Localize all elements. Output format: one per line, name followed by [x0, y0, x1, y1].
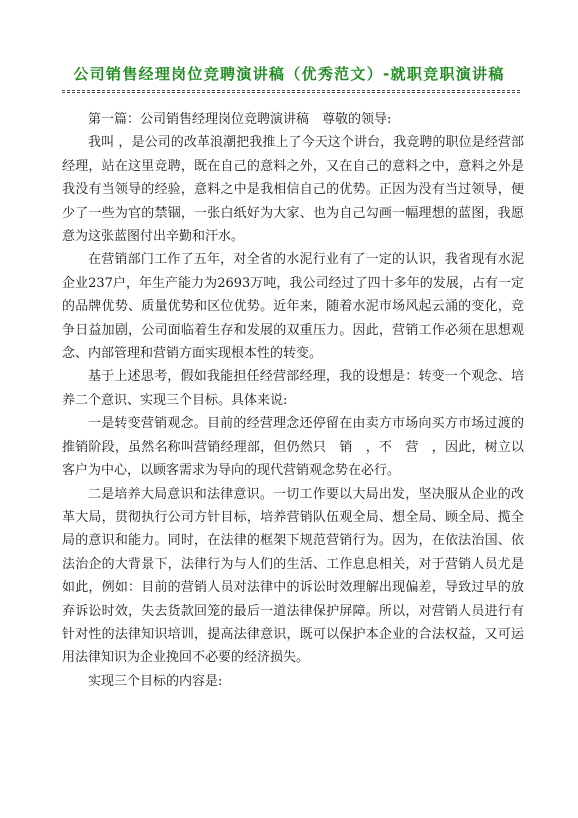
- title-divider-lower: [62, 92, 520, 93]
- title-divider: [62, 90, 520, 91]
- paragraph: 我叫 ，是公司的改革浪潮把我推上了今天这个讲台，我竞聘的职位是经营部经理，站在这里竞聘，既在自己的意料之外，又在自己的意料之中，意料之外是我没有当领导的经验，意料之中是我相信自己的优势。正因为没有当过领导，便少了一些为官的禁锢，一张白纸好为大家、也为自己勾画一幅理想的蓝图，我愿意为这张蓝图付出辛勤和汗水。: [62, 135, 524, 245]
- document-title: 公司销售经理岗位竞聘演讲稿（优秀范文）-就职竞职演讲稿: [73, 65, 505, 83]
- paragraph: 基于上述思考，假如我能担任经营部经理，我的设想是：转变一个观念、培养二个意识、实现三个目标。具体来说:: [62, 369, 524, 408]
- document-body: [62, 108, 524, 693]
- paragraph-heading: 第一篇：公司销售经理岗位竞聘演讲稿 尊敬的领导:: [88, 112, 392, 127]
- paragraph: 一是转变营销观念。目前的经营理念还停留在由卖方市场向买方市场过渡的推销阶段，虽然名称叫营销经理部，但仍然只 销 ，不 营 ，因此，树立以客户为中心，以顾客需求为导向的现代营销观念势在必行。: [62, 416, 524, 479]
- paragraph: 二是培养大局意识和法律意识。一切工作要以大局出发，坚决服从企业的改革大局，贯彻执行公司方针目标，培养营销队伍观全局、想全局、顾全局、揽全局的意识和能力。同时，在法律的框架下规范营销行为。因为，在依法治国、依法治企的大背景下，法律行为与人们的生活、工作息息相关，对于营销人员尤是如此，例如：目前的营销人员对法律中的诉讼时效理解出现偏差，导致过早的放弃诉讼时效，失去货款回笼的最后一道法律保护屏障。所以，对营销人员进行有针对性的法律知识培训，提高法律意识，既可以保护本企业的合法权益，又可运用法律知识为企业挽回不必要的经济损失。: [62, 486, 524, 666]
- paragraph: 在营销部门工作了五年，对全省的水泥行业有了一定的认识，我省现有水泥企业237户，年生产能力为2693万吨，我公司经过了四十多年的发展，占有一定的品牌优势、质量优势和区位优势。近年来，随着水泥市场风起云涌的变化，竞争日益加剧，公司面临着生存和发展的双重压力。因此，营销工作必须在思想观念、内部管理和营销方面实现根本性的转变。: [62, 252, 524, 362]
- paragraph: 实现三个目标的内容是:: [88, 673, 223, 689]
